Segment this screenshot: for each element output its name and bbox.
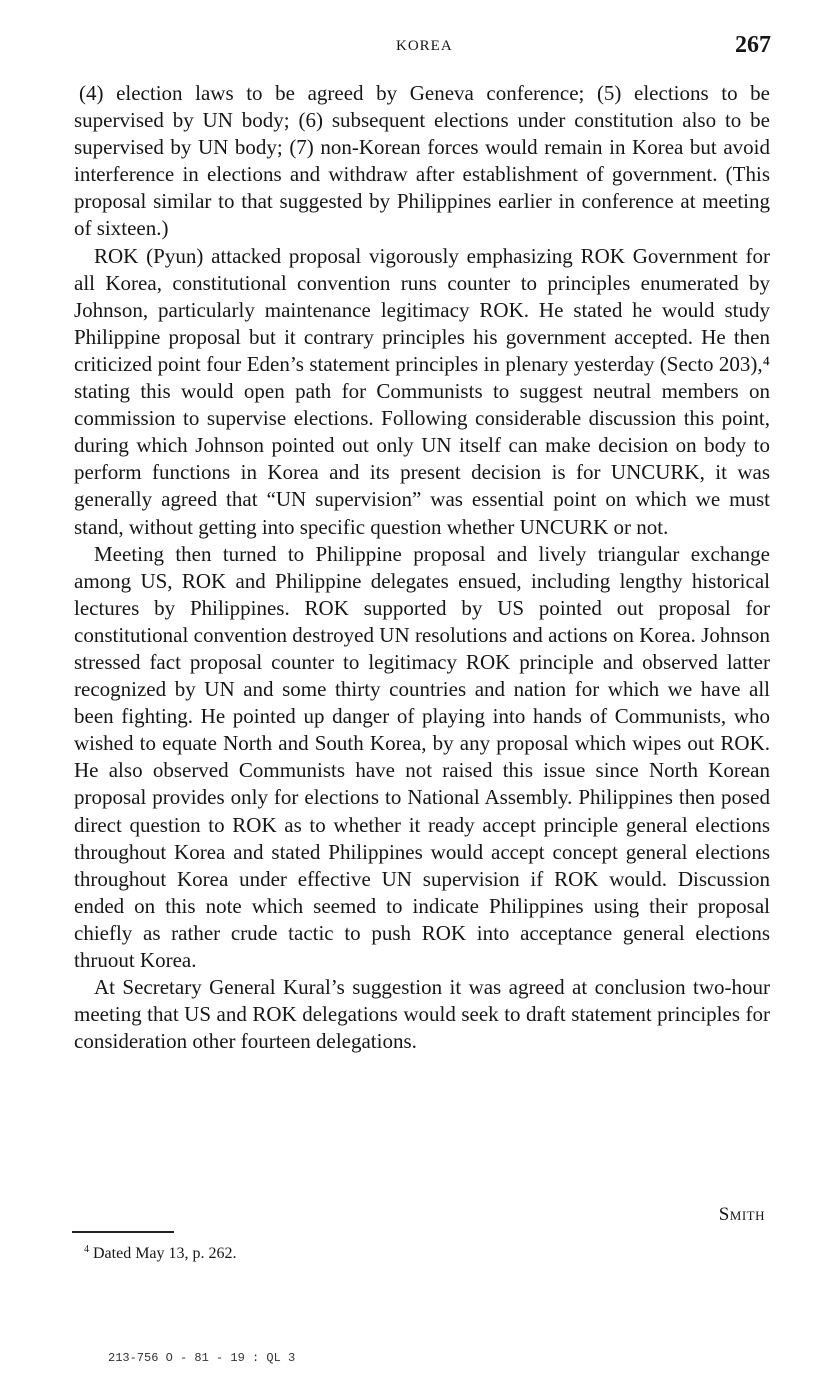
paragraph: (4) election laws to be agreed by Geneva conference; (5) elections to be supervised by UN body; (6) subsequent elections under constitution also to be supervised by UN body; (7) non-Korean forces would remain in Korea but avoid interference in elections and withdraw after establishment of government. (This proposal similar to that suggested by Philippines earlier in conference at meeting of sixteen.) [74,81,770,241]
body-text [74,80,770,1055]
paragraph: At Secretary General Kural’s suggestion it was agreed at conclusion two-hour meeting that US and ROK delegations would seek to draft statement principles for consideration other fourteen delegations. [74,975,770,1054]
footnote-rule [72,1231,174,1233]
running-title: KOREA [396,38,453,54]
running-head [0,34,833,62]
paragraph: ROK (Pyun) attacked proposal vigorously emphasizing ROK Government for all Korea, constitutional convention runs counter to principles enumerated by Johnson, particularly maintenance legitimacy ROK. He stated he would study Philippine proposal but it contrary principles his government accepted. He then criticized point four Eden’s statement principles in plenary yesterday (Secto 203),⁴ stating this would open path for Communists to suggest neutral members on commission to supervise elections. Following considerable discussion this point, during which Johnson pointed out only UN itself can make decision on body to perform functions in Korea and its present decision is for UNCURK, it was generally agreed that “UN supervision” was essential point on which we must stand, without getting into specific question whether UNCURK or not. [74,243,770,539]
footnote [84,1244,237,1263]
print-code: 213-756 O - 81 - 19 : QL 3 [108,1351,296,1365]
page-number: 267 [735,32,771,58]
paragraph: Meeting then turned to Philippine proposal and lively triangular exchange among US, ROK and Philippine delegates ensued, including lengthy historical lectures by Philippines. ROK supported by US pointed out proposal for constitutional convention destroyed UN resolutions and actions on Korea. Johnson stressed fact proposal counter to legitimacy ROK principle and observed latter recognized by UN and some thirty countries and nation for which we have all been fighting. He pointed up danger of playing into hands of Communists, who wished to equate North and South Korea, by any proposal which wipes out ROK. He also observed Communists have not raised this issue since North Korean proposal provides only for elections to National Assembly. Philippines then posed direct question to ROK as to whether it ready accept principle general elections throughout Korea and stated Philippines would accept concept general elections throughout Korea under effective UN supervision if ROK would. Discussion ended on this note which seemed to indicate Philippines using their proposal chiefly as rather crude tactic to push ROK into acceptance general elections thruout Korea. [74,541,770,972]
footnote-marker: 4 [84,1244,89,1255]
footnote-text: Dated May 13, p. 262. [93,1245,237,1262]
signature: Smith [718,1204,765,1225]
